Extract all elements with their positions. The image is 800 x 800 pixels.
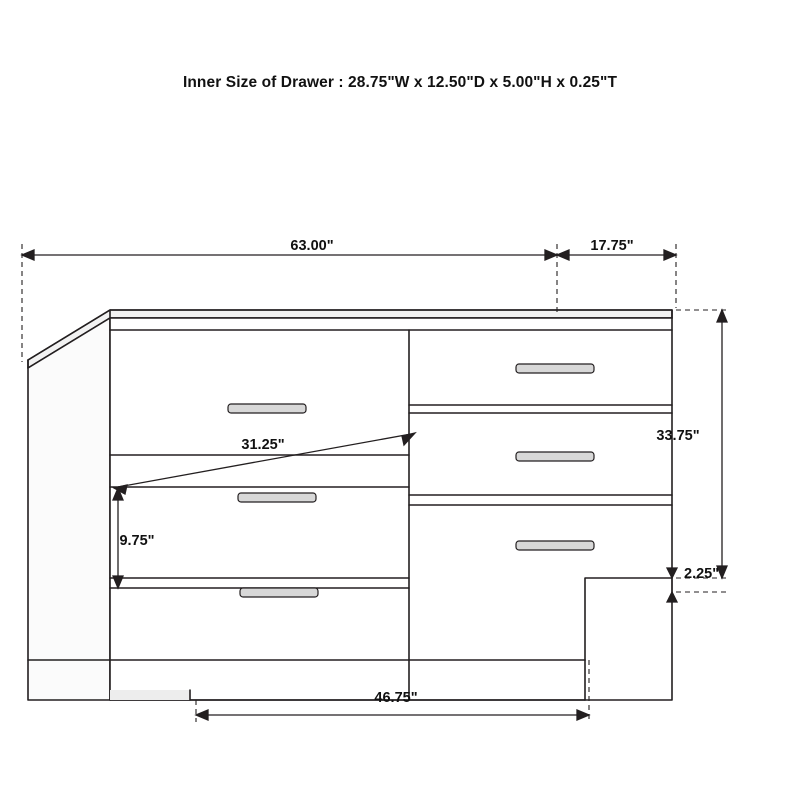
dim-label-drawer-width: 31.25" xyxy=(241,437,285,453)
dim-label-base-width: 46.75" xyxy=(374,690,418,706)
dresser-front-face xyxy=(110,318,672,700)
dim-label-base-height: 2.25" xyxy=(684,566,720,582)
dimline-base-width xyxy=(196,710,589,720)
dim-label-height-right: 33.75" xyxy=(656,428,700,444)
handle-right-top xyxy=(516,364,594,373)
dim-label-depth-top: 17.75" xyxy=(590,238,634,254)
dim-label-width-top: 63.00" xyxy=(290,238,334,254)
handle-left-top xyxy=(228,404,306,413)
handle-right-bottom xyxy=(516,541,594,550)
dim-label-drawer-height: 9.75" xyxy=(119,533,155,549)
handle-left-bottom xyxy=(240,588,318,597)
dresser-left-side-panel xyxy=(28,318,110,700)
handle-left-middle xyxy=(238,493,316,502)
page-title: Inner Size of Drawer : 28.75"W x 12.50"D x 5.00"H x 0.25"T xyxy=(182,74,618,91)
handle-right-middle xyxy=(516,452,594,461)
dimline-height-right xyxy=(717,310,727,578)
